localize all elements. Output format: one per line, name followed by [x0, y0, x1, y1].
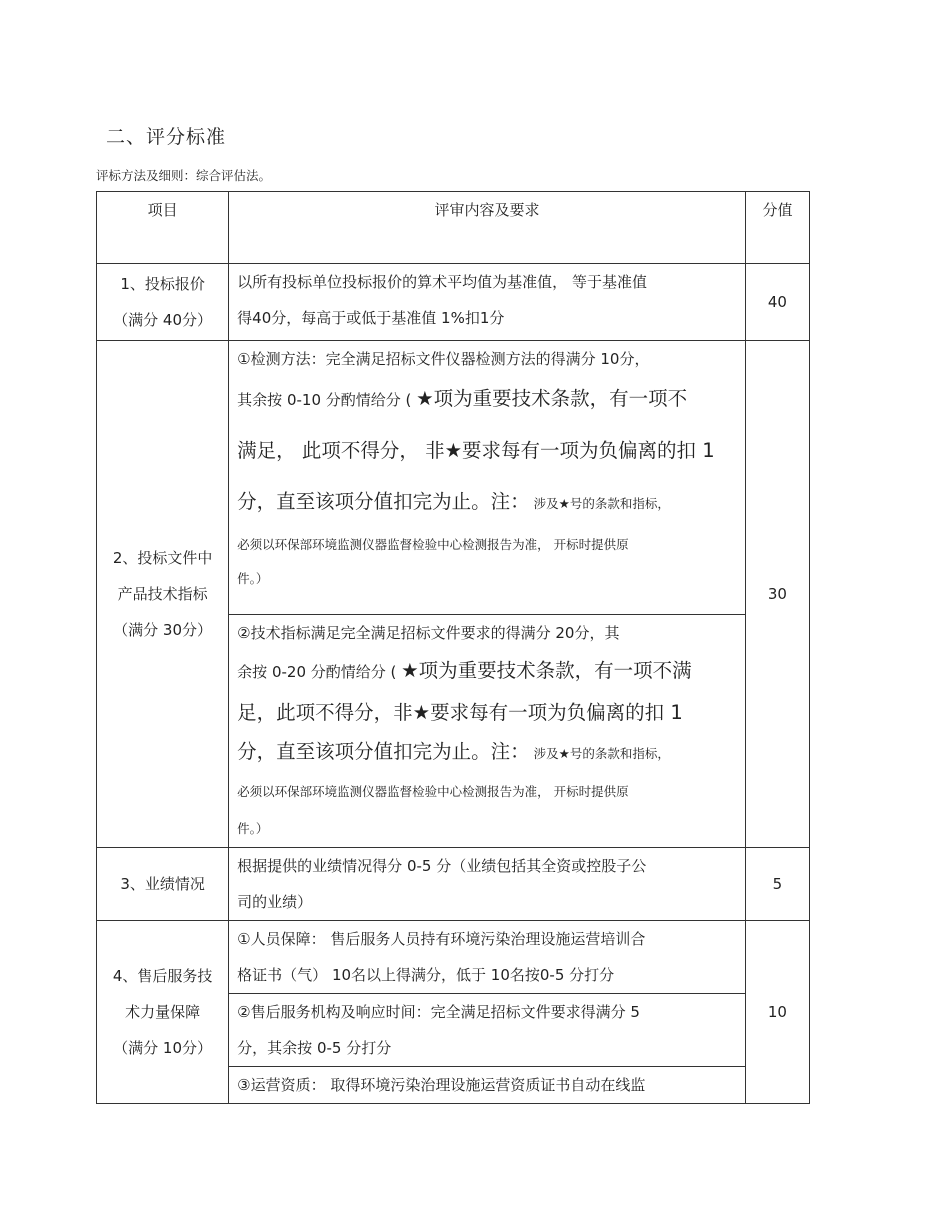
content-line: ③运营资质： 取得环境污染治理设施运营资质证书自动在线监 — [237, 1076, 646, 1094]
item-cell — [97, 848, 229, 921]
content-text: 余按 0-20 分酌情给分 ( — [237, 663, 402, 681]
header-score: 分值 — [745, 192, 809, 264]
content-cell-operation-qualification — [229, 1067, 746, 1104]
content-cell-personnel — [229, 921, 746, 994]
content-text: ★项为重要技术条款，有一项不 — [416, 387, 688, 410]
item-label: 术力量保障 — [125, 1003, 201, 1021]
content-line: 足，此项不得分，非★要求每有一项为负偏离的扣 1 — [237, 701, 683, 724]
content-text: 涉及★号的条款和指标， — [529, 496, 670, 511]
evaluation-method-intro: 评标方法及细则：综合评估法。 — [96, 168, 272, 183]
score-cell: 30 — [745, 341, 809, 848]
content-line: 满足， 此项不得分， 非★要求每有一项为负偏离的扣 1 — [237, 439, 715, 462]
item-cell — [97, 921, 229, 1104]
content-text: 其余按 0-10 分酌情给分 ( — [237, 391, 417, 409]
content-line: 件。） — [237, 821, 269, 836]
item-label: 2、投标文件中 — [112, 549, 213, 567]
section-heading: 二、评分标准 — [106, 126, 227, 148]
table-row-after-sales — [97, 921, 810, 994]
content-line: ②售后服务机构及响应时间：完全满足招标文件要求得满分 5 — [237, 1003, 640, 1021]
content-line — [237, 734, 739, 773]
content-line: 根据提供的业绩情况得分 0-5 分（业绩包括其全资或控股子公 — [237, 857, 647, 875]
table-header-row — [97, 192, 810, 264]
score-cell: 5 — [745, 848, 809, 921]
content-line — [237, 377, 739, 422]
content-line: ①检测方法：完全满足招标文件仪器检测方法的得满分 10分， — [237, 350, 650, 368]
header-item: 项目 — [97, 192, 229, 264]
item-cell — [97, 264, 229, 341]
content-text: ★项为重要技术条款，有一项不满 — [401, 659, 692, 682]
item-label: 4、售后服务技 — [112, 967, 213, 985]
content-cell — [229, 848, 746, 921]
item-label: （满分 40分） — [113, 311, 213, 329]
content-line: ①人员保障： 售后服务人员持有环境污染治理设施运营培训合 — [237, 930, 646, 948]
score-cell: 40 — [745, 264, 809, 341]
content-line: 格证书（气） 10名以上得满分，低于 10名按0-5 分打分 — [237, 966, 615, 984]
item-label: 1、投标报价 — [120, 275, 205, 293]
content-line: 件。） — [237, 571, 269, 586]
item-label: 3、业绩情况 — [120, 875, 205, 893]
content-text: 分，直至该项分值扣完为止。注： — [237, 740, 530, 763]
table-row-performance — [97, 848, 810, 921]
content-line: 司的业绩） — [237, 893, 313, 911]
content-line: 必须以环保部环境监测仪器监督检验中心检测报告为准， 开标时提供原 — [237, 784, 629, 799]
scoring-table — [96, 191, 810, 1104]
content-cell-detection-method — [229, 341, 746, 615]
content-line — [237, 651, 739, 692]
item-label: （满分 10分） — [113, 1039, 213, 1057]
content-line: 必须以环保部环境监测仪器监督检验中心检测报告为准， 开标时提供原 — [237, 537, 629, 552]
item-label: 产品技术指标 — [117, 585, 208, 603]
content-line: 分，其余按 0-5 分打分 — [237, 1039, 392, 1057]
content-line: 以所有投标单位投标报价的算术平均值为基准值， 等于基准值 — [237, 273, 647, 291]
table-row-bid-price — [97, 264, 810, 341]
table-row-technical-specs — [97, 341, 810, 615]
item-cell — [97, 341, 229, 848]
item-label: （满分 30分） — [113, 621, 213, 639]
content-text: 分，直至该项分值扣完为止。注： — [237, 490, 530, 513]
content-line — [237, 479, 739, 526]
content-line: 得40分，每高于或低于基准值 1%扣1分 — [237, 309, 505, 327]
content-cell — [229, 264, 746, 341]
content-text: 涉及★号的条款和指标， — [529, 746, 670, 761]
header-content: 评审内容及要求 — [229, 192, 746, 264]
content-line: ②技术指标满足完全满足招标文件要求的得满分 20分，其 — [237, 624, 620, 642]
content-cell-technical-indicators — [229, 615, 746, 848]
score-cell: 10 — [745, 921, 809, 1104]
content-cell-service-response — [229, 994, 746, 1067]
